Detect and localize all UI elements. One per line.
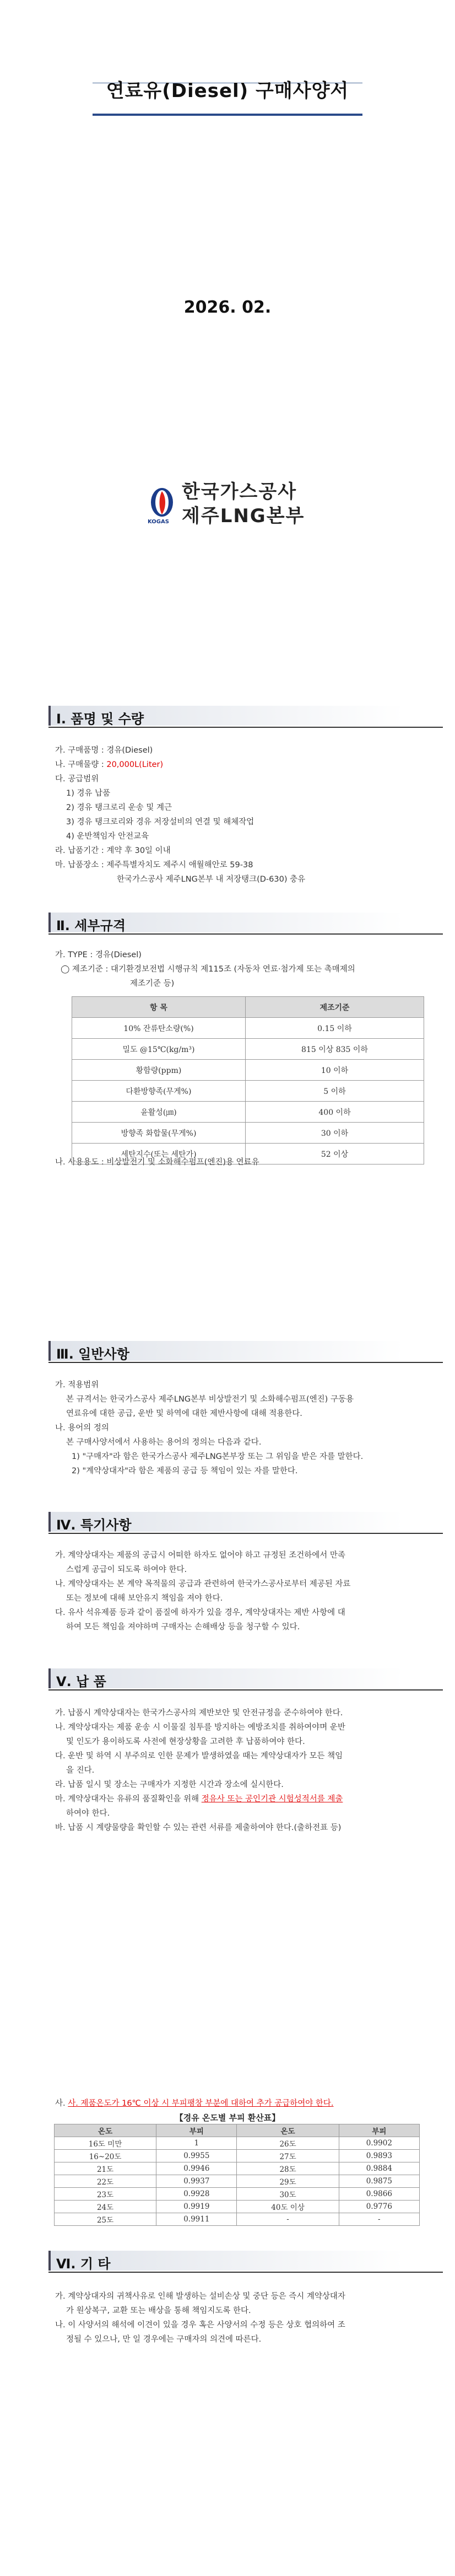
cell: 0.9884 (339, 2162, 419, 2175)
spec-value: 0.15 이하 (246, 1018, 424, 1039)
spec-value: 30 이하 (246, 1123, 424, 1144)
table-row (55, 2188, 420, 2201)
cell: 0.9946 (156, 2162, 237, 2175)
cell: 0.9928 (156, 2188, 237, 2201)
section-4-heading (48, 1512, 443, 1532)
s5-item-5-cont: 하여야 한다. (66, 1809, 110, 1818)
document-date: 2026. 02. (183, 298, 272, 317)
table-row (72, 1102, 424, 1123)
section-3-title: Ⅲ. 일반사항 (56, 1346, 129, 1362)
s3-def-contractor: 2) "계약상대자"라 함은 제품의 공급 등 책임이 있는 자를 말한다. (72, 1467, 298, 1475)
s5-item-2-cont: 및 인도가 용이하도록 사전에 현장상황을 고려한 후 납품하여야 한다. (66, 1737, 305, 1746)
spec-value: 400 이하 (246, 1102, 424, 1123)
table-row (55, 2213, 420, 2226)
cell: 24도 (55, 2201, 156, 2213)
kogas-logo-icon (148, 487, 174, 525)
s3-scope: 가. 적용범위 (55, 1381, 99, 1389)
section-6-heading (48, 2251, 443, 2271)
spec-value: 815 이상 835 이하 (246, 1039, 424, 1060)
spec-value: 5 이하 (246, 1081, 424, 1102)
spec-value: 10 이하 (246, 1060, 424, 1081)
spec-item: 세탄지수(또는 세탄가) (72, 1144, 246, 1164)
header-volume: 부피 (156, 2124, 237, 2137)
s3-definitions: 나. 용어의 정의 (55, 1424, 109, 1432)
s1-delivery-place-2: 한국가스공사 제주LNG본부 내 저장탱크(D-630) 충유 (117, 875, 306, 884)
section-2-title: Ⅱ. 세부규격 (56, 918, 126, 933)
cell: 23도 (55, 2188, 156, 2201)
s3-def-buyer: 1) "구매자"라 함은 한국가스공사 제주LNG본부장 또는 그 위임을 받은 자를 말한다. (72, 1452, 364, 1461)
section-3-heading (48, 1341, 443, 1361)
s2-usage: 나. 사용용도 : 비상발전기 및 소화해수펌프(엔진)용 연료유 (55, 1158, 259, 1167)
table-row (72, 1060, 424, 1081)
table-row (72, 1018, 424, 1039)
header-temp: 온도 (55, 2124, 156, 2137)
table-row (55, 2201, 420, 2213)
title-box (90, 65, 365, 112)
s4-item-1: 가. 계약상대자는 제품의 공급시 어떠한 하자도 없어야 하고 규정된 조건하에서 만족 (55, 1551, 345, 1560)
s1-item-quantity (55, 758, 163, 770)
spec-table (72, 996, 424, 1164)
section-6-title: Ⅵ. 기 타 (56, 2256, 111, 2272)
s6-item-2-cont: 정될 수 있으나, 만 일 경우에는 구매자의 의견에 따른다. (66, 2335, 262, 2344)
s2-standard-2: 제조기준 등) (130, 979, 175, 988)
s4-item-1-cont: 스럽게 공급이 되도록 하여야 한다. (66, 1565, 187, 1574)
spec-item: 밀도 @15℃(kg/m³) (72, 1039, 246, 1060)
s5-item-4: 라. 납품 일시 및 장소는 구매자가 지정한 시간과 장소에 실시한다. (55, 1780, 284, 1789)
org-division: 제주LNG본부 (182, 505, 305, 527)
s5-item-5-text: 마. 계약상대자는 유류의 품질확인을 위해 (55, 1795, 202, 1804)
section-1-title: Ⅰ. 품명 및 수량 (56, 711, 144, 727)
table-row (72, 1081, 424, 1102)
header-temp: 온도 (237, 2124, 339, 2137)
cell: 0.9919 (156, 2201, 237, 2213)
s1-item-scope: 다. 공급범위 (55, 775, 99, 783)
s1-scope-2: 2) 경유 탱크로리 운송 및 계근 (66, 803, 172, 812)
title-rule-bottom (93, 114, 362, 116)
s5-item-3-cont: 을 진다. (66, 1766, 95, 1775)
cell: 30도 (237, 2188, 339, 2201)
cell: 16도 미만 (55, 2137, 156, 2150)
s6-item-1: 가. 계약상대자의 귀책사유로 인해 발생하는 설비손상 및 중단 등은 즉시 계약상대자 (55, 2292, 345, 2301)
conversion-table-title: 【경유 온도별 부피 환산표】 (175, 2113, 280, 2123)
table-row (55, 2175, 420, 2188)
volume-conversion-table (54, 2124, 420, 2226)
logo-caption: KOGAS (148, 519, 169, 525)
cell: 27도 (237, 2150, 339, 2162)
section-5-title: Ⅴ. 납 품 (56, 1674, 106, 1689)
spec-item: 윤활성(㎛) (72, 1102, 246, 1123)
cell: 0.9937 (156, 2175, 237, 2188)
s3-scope-text-2: 연료유에 대한 공급, 운반 및 하역에 대한 제반사항에 대해 적용한다. (66, 1409, 302, 1418)
cell: - (339, 2213, 419, 2226)
spec-value: 52 이상 (246, 1144, 424, 1164)
cell: 40도 이상 (237, 2201, 339, 2213)
cell: 0.9893 (339, 2150, 419, 2162)
table-row (55, 2137, 420, 2150)
s4-item-2-cont: 또는 정보에 대해 보안유지 책임을 져야 한다. (66, 1594, 223, 1603)
s5-item-7-highlight: 사. 제품온도가 16℃ 이상 시 부피팽창 부분에 대하여 추가 공급하여야 한다. (68, 2099, 334, 2108)
s2-type: 가. TYPE : 경유(Diesel) (55, 951, 142, 959)
spec-item: 다환방향족(무게%) (72, 1081, 246, 1102)
spec-header-item: 항 목 (72, 997, 246, 1018)
cell: 22도 (55, 2175, 156, 2188)
spec-header-standard: 제조기준 (246, 997, 424, 1018)
cell: 21도 (55, 2162, 156, 2175)
cell: 1 (156, 2137, 237, 2150)
section-4-title: Ⅳ. 특기사항 (56, 1517, 132, 1533)
s3-definitions-text: 본 구매사양서에서 사용하는 용어의 정의는 다음과 같다. (66, 1438, 262, 1447)
s1-delivery-period: 라. 납품기간 : 계약 후 30일 이내 (55, 846, 171, 855)
s6-item-2: 나. 이 사양서의 해석에 이견이 있을 경우 혹은 사양서의 수정 등은 상호 협의하여 조 (55, 2321, 345, 2330)
s6-item-1-cont: 가 원상복구, 교환 또는 배상을 통해 책임지도록 한다. (66, 2306, 251, 2315)
s5-item-6: 바. 납품 시 계량물량을 확인할 수 있는 관련 서류를 제출하여야 한다.(출하전표 등) (55, 1823, 342, 1832)
s1-scope-3: 3) 경유 탱크로리와 경유 저장설비의 연결 및 해체작업 (66, 818, 254, 827)
table-row (55, 2150, 420, 2162)
s1-scope-1: 1) 경유 납품 (66, 789, 111, 798)
s4-item-3: 다. 유사 석유제품 등과 같이 품질에 하자가 있을 경우, 계약상대자는 제반 사항에 대 (55, 1608, 345, 1617)
cell: 0.9866 (339, 2188, 419, 2201)
s1-quantity-label: 나. 구매물량 : (55, 760, 107, 769)
cell: 0.9911 (156, 2213, 237, 2226)
cell: 28도 (237, 2162, 339, 2175)
cell: 0.9902 (339, 2137, 419, 2150)
spec-item: 황함량(ppm) (72, 1060, 246, 1081)
table-row (55, 2162, 420, 2175)
section-5-heading (48, 1668, 443, 1688)
s3-scope-text-1: 본 규격서는 한국가스공사 제주LNG본부 비상발전기 및 소화해수펌프(엔진) 구동용 (66, 1395, 354, 1404)
s1-delivery-place: 마. 납품장소 : 제주특별자치도 제주시 애월해안로 59-38 (55, 861, 253, 870)
org-name: 한국가스공사 (182, 481, 297, 503)
s2-standard: ◯ 제조기준 : 대기환경보전법 시행규칙 제115조 (자동차 연료·첨가제 또는 촉매제의 (61, 965, 355, 974)
section-2-heading (48, 913, 443, 932)
s5-item-1: 가. 납품시 계약상대자는 한국가스공사의 제반보안 및 안전규정을 준수하여야 한다. (55, 1709, 343, 1718)
cell: 25도 (55, 2213, 156, 2226)
spec-item: 방향족 화합물(무게%) (72, 1123, 246, 1144)
cell: 0.9776 (339, 2201, 419, 2213)
spec-item: 10% 잔류탄소량(%) (72, 1018, 246, 1039)
table-row (72, 1039, 424, 1060)
cell: 16~20도 (55, 2150, 156, 2162)
cell: 0.9875 (339, 2175, 419, 2188)
page-title: 연료유(Diesel) 구매사양서 (106, 79, 349, 102)
s1-scope-4: 4) 운반책임자 안전교육 (66, 832, 149, 841)
cell: 0.9955 (156, 2150, 237, 2162)
table-row (72, 1123, 424, 1144)
s1-item-name: 가. 구매품명 : 경유(Diesel) (55, 746, 153, 755)
header-volume: 부피 (339, 2124, 419, 2137)
s5-item-7: 사. 사. 제품온도가 16℃ 이상 시 부피팽창 부분에 대하여 추가 공급하여야 한다. (55, 2099, 334, 2108)
section-1-heading (48, 706, 443, 726)
s5-item-3: 다. 운반 및 하역 시 부주의로 인한 문제가 발생하였을 때는 계약상대자가 모든 책임 (55, 1752, 343, 1761)
s4-item-3-cont: 하여 모든 책임을 져야하며 구매자는 손해배상 등을 청구할 수 있다. (66, 1623, 300, 1632)
s1-quantity-value: 20,000L(Liter) (106, 760, 164, 769)
s5-item-5-highlight: 정유사 또는 공인기관 시험성적서를 제출 (201, 1795, 343, 1804)
s5-item-2: 나. 계약상대자는 제품 운송 시 이물질 침투를 방지하는 예방조치를 취하여야며 운반 (55, 1723, 345, 1732)
s5-item-5 (55, 1793, 343, 1804)
org-logo (150, 480, 305, 528)
cell: 26도 (237, 2137, 339, 2150)
cell: - (237, 2213, 339, 2226)
s4-item-2: 나. 계약상대자는 본 계약 목적물의 공급과 관련하여 한국가스공사로부터 제공된 자료 (55, 1580, 351, 1588)
cell: 29도 (237, 2175, 339, 2188)
